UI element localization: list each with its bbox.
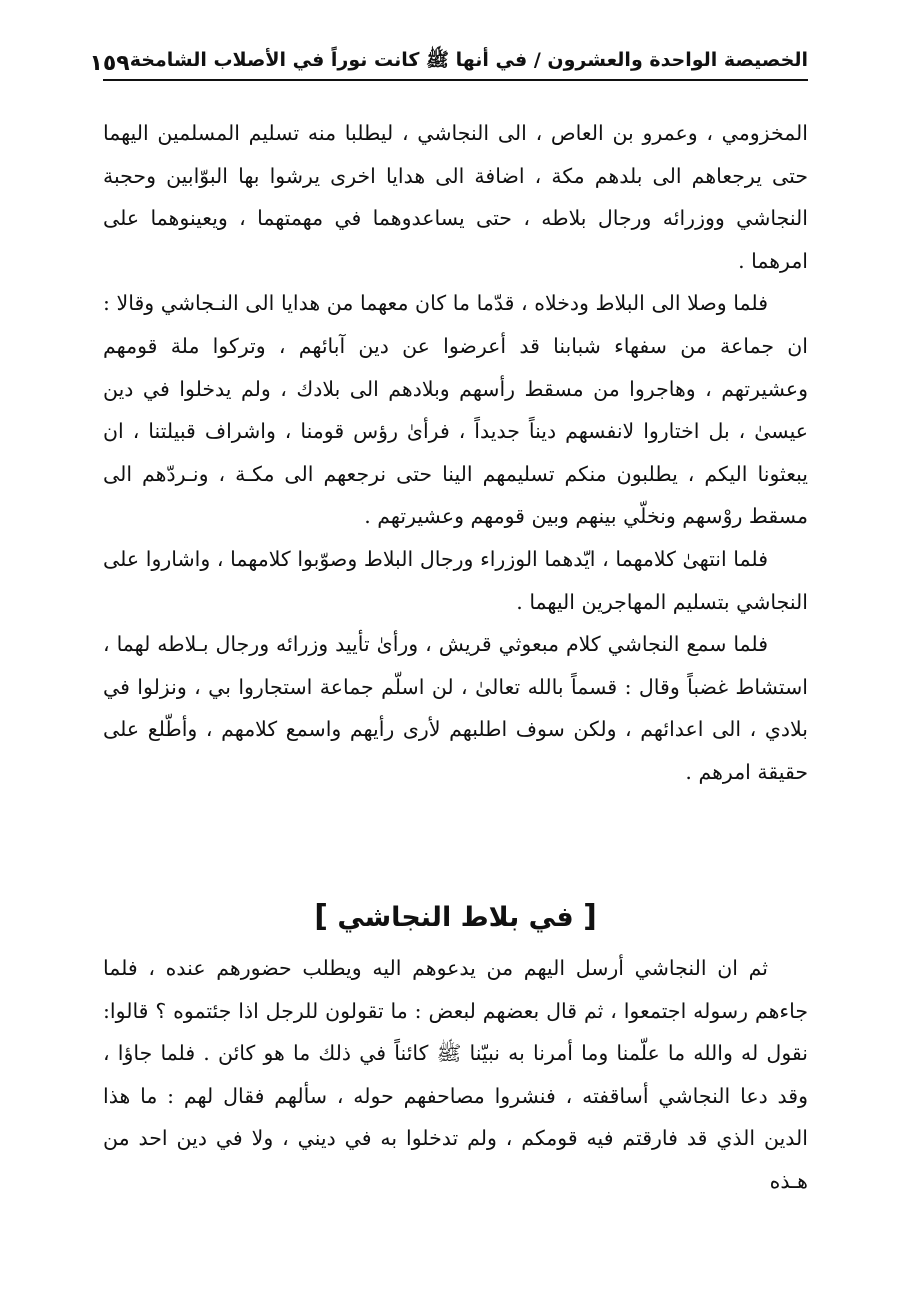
heading-text: في بلاط النجاشي	[337, 902, 574, 933]
body-text	[103, 112, 808, 794]
heading-open-bracket: [	[583, 899, 597, 934]
running-header	[89, 40, 808, 81]
heading-close-bracket: ]	[314, 899, 328, 934]
paragraph: فلما وصلا الى البلاط ودخلاه ، قدّما ما كان معهما من هدايا الى النـجاشي وقالا : ان جماعة من سفهاء شبابنا قد أعرضوا عن دين آبائهم ، وتركوا ملة قومهم وعشيرتهم ، وهاجروا من مسقط رأسهم وبلادهم الى بلادك ، ولم يدخلوا في دين عيسىٰ ، بل اختاروا لانفسهم ديناً جديداً ، فرأىٰ رؤس قومنا ، واشراف قبيلتنا ، ان يبعثونا اليكم ، يطلبون منكم تسليمهم الينا حتى نرجعهم الى مكـة ، ونـردّهم الى مسقط روْسهم ونخلّي بينهم وبين قومهم وعشيرتهم .	[103, 291, 808, 529]
body-text-after-heading	[103, 947, 808, 1203]
paragraph: فلما انتهىٰ كلامهما ، ايّدهما الوزراء ورجال البلاط وصوّبوا كلامهما ، واشاروا على النجاشي بتسليم المهاجرين اليهما .	[103, 546, 808, 614]
paragraph: فلما سمع النجاشي كلام مبعوثي قريش ، ورأىٰ تأييد وزرائه ورجال بـلاطه لهما ، استشاط غضباً وقال : قسماً بالله تعالىٰ ، لن اسلّم جماعة استجاروا بي ، ونزلوا في بلادي ، الى اعدائهم ، ولكن سوف اطلبهم لأرى رأيهم واسمع كلامهم ، وأطّلع على حقيقة امرهم .	[103, 632, 808, 784]
paragraph: ثم ان النجاشي أرسل اليهم من يدعوهم اليه ويطلب حضورهم عنده ، فلما جاءهم رسوله اجتمعوا ، ثم قال بعضهم لبعض : ما تقولون للرجل اذا جئتموه ؟ قالوا: نقول له والله ما علّمنا وما أمرنا به نبيّنا ﷺ كائناً في ذلك ما هو كائن . فلما جاؤا ، وقد دعا النجاشي أساقفته ، فنشروا مصاحفهم حوله ، سألهم فقال لهم : ما هذا الدين الذي قد فارقتم فيه قومكم ، ولم تدخلوا به في ديني ، ولا في دين احد من هـذه	[103, 956, 808, 1193]
page-number: ١٥٩	[89, 51, 130, 76]
running-title: الخصيصة الواحدة والعشرون / في أنها ﷺ كانت نوراً في الأصلاب الشامخة	[129, 49, 808, 71]
paragraph-continuation: المخزومي ، وعمرو بن العاص ، الى النجاشي ، ليطلبا منه تسليم المسلمين اليهما حتى يرجعاهم الى بلدهم مكة ، اضافة الى هدايا اخرى يرشوا بها البوّابين وحجبة النجاشي ووزرائه ورجال بلاطه ، حتى يساعدوهما في مهمتهما ، ويعينوهما على امرهما .	[103, 121, 808, 273]
section-heading	[103, 892, 808, 943]
